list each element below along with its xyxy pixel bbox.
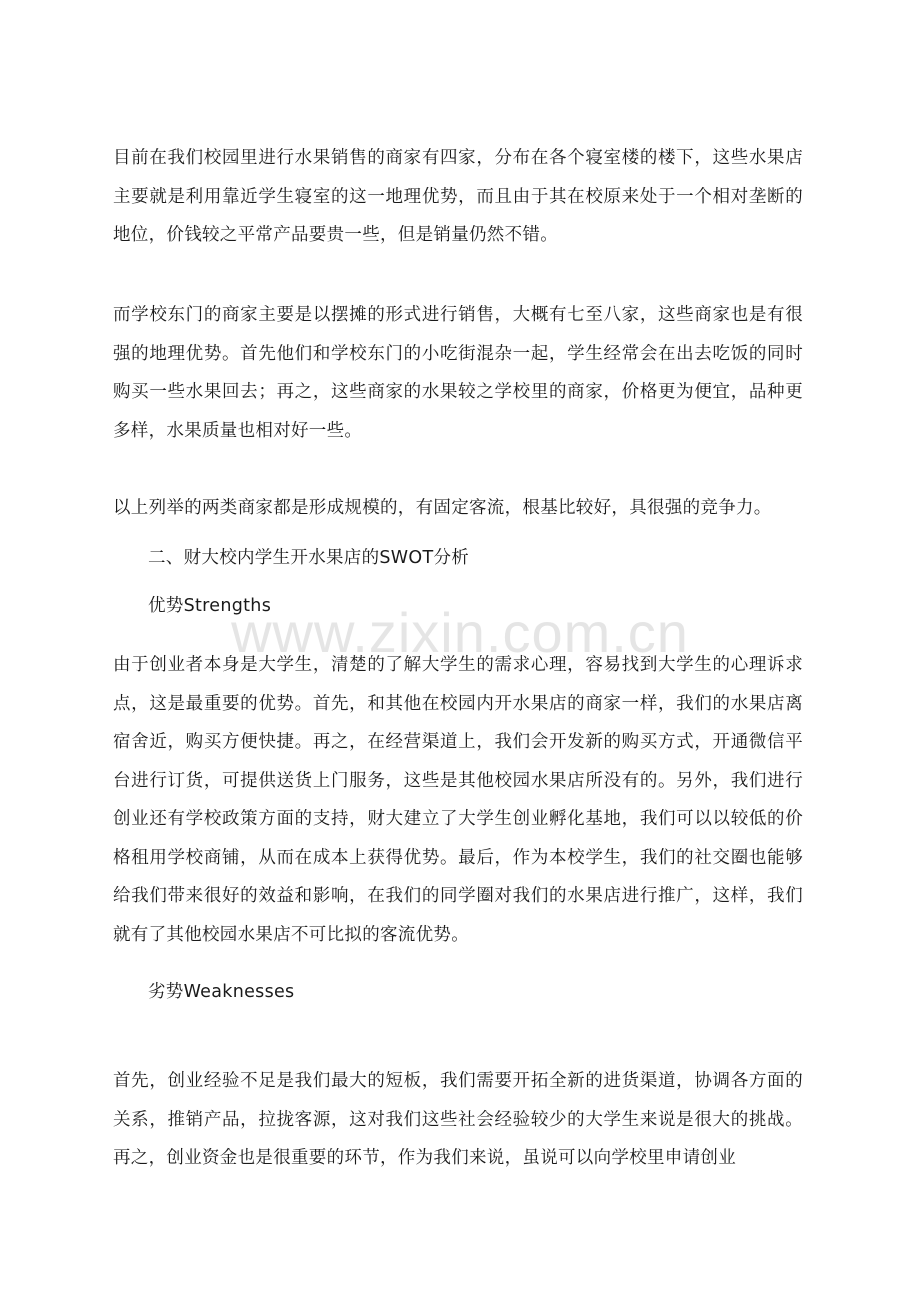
watermark-text: www.zixin.com.cn <box>231 601 689 664</box>
heading-swot-analysis: 二、财大校内学生开水果店的SWOT分析 <box>148 548 470 568</box>
paragraph-competitors-summary: 以上列举的两类商家都是形成规模的，有固定客流，根基比较好，具很强的竞争力。 <box>113 498 772 518</box>
paragraph-competitors-campus: 目前在我们校园里进行水果销售的商家有四家，分布在各个寝室楼的楼下，这些水果店主要就是利用靠近学生寝室的这一地理优势，而且由于其在校原来处于一个相对垄断的地位，价钱较之平常产品要贵一些，但是销量仍然不错。 <box>113 148 803 245</box>
paragraph-competitors-east-gate: 而学校东门的商家主要是以摆摊的形式进行销售，大概有七至八家，这些商家也是有很强的地理优势。首先他们和学校东门的小吃街混杂一起，学生经常会在出去吃饭的同时购买一些水果回去；再之，这些商家的水果较之学校里的商家，价格更为便宜，品种更多样，水果质量也相对好一些。 <box>113 305 803 441</box>
heading-weaknesses: 劣势Weaknesses <box>148 982 295 1002</box>
paragraph-weaknesses: 首先，创业经验不足是我们最大的短板，我们需要开拓全新的进货渠道，协调各方面的关系，推销产品，拉拢客源，这对我们这些社会经验较少的大学生来说是很大的挑战。再之，创业资金也是很重要的环节，作为我们来说，虽说可以向学校里申请创业 <box>113 1071 803 1168</box>
heading-strengths: 优势Strengths <box>148 596 272 616</box>
paragraph-strengths: 由于创业者本身是大学生，清楚的了解大学生的需求心理，容易找到大学生的心理诉求点，这是最重要的优势。首先，和其他在校园内开水果店的商家一样，我们的水果店离宿舍近，购买方便快捷。再之，在经营渠道上，我们会开发新的购买方式，开通微信平台进行订货，可提供送货上门服务，这些是其他校园水果店所没有的。另外，我们进行创业还有学校政策方面的支持，财大建立了大学生创业孵化基地，我们可以以较低的价格租用学校商铺，从而在成本上获得优势。最后，作为本校学生，我们的社交圈也能够给我们带来很好的效益和影响，在我们的同学圈对我们的水果店进行推广，这样，我们就有了其他校园水果店不可比拟的客流优势。 <box>113 655 803 945</box>
